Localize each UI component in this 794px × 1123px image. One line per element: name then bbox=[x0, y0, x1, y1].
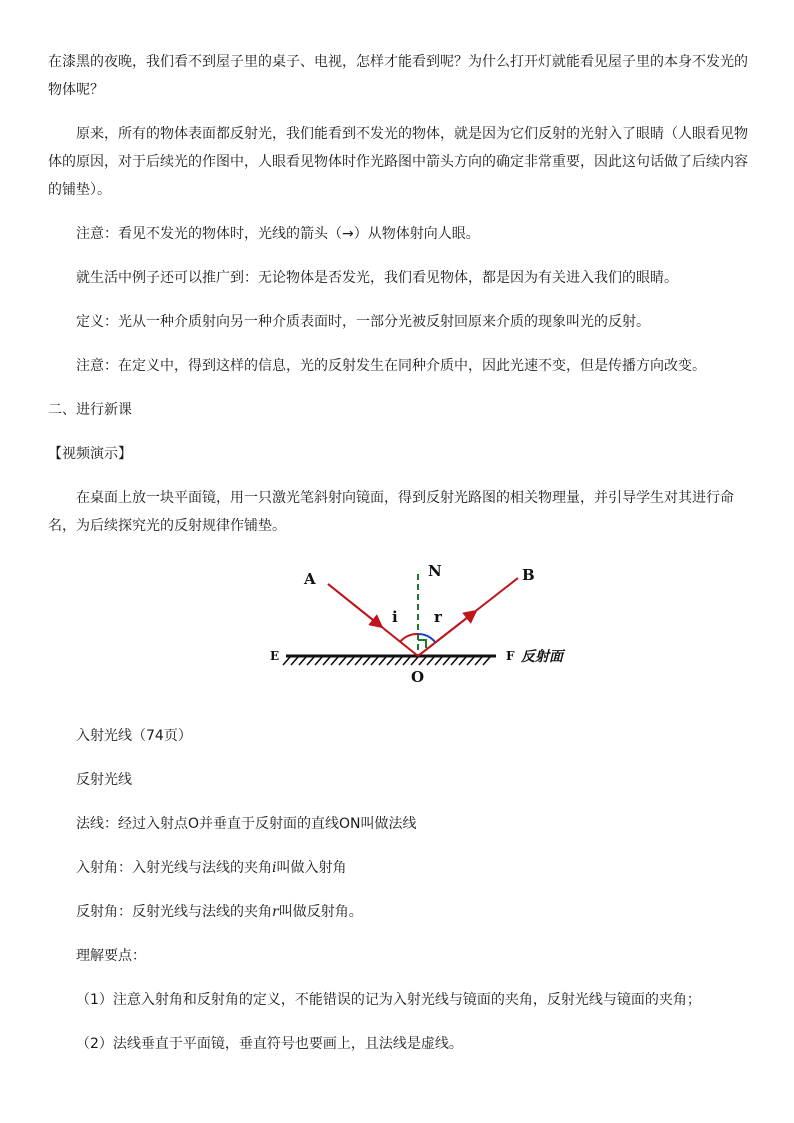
mirror-hatch-mark bbox=[299, 657, 306, 665]
label-E: E bbox=[270, 649, 280, 663]
mirror-hatch-mark bbox=[315, 657, 322, 665]
key-points-heading: 理解要点： bbox=[76, 948, 146, 964]
incidence-symbol: i bbox=[272, 860, 277, 876]
demo-description-paragraph: 在桌面上放一块平面镜，用一只激光笔斜射向镜面，得到反射光路图的相关物理量，并引导学生对其进行命名，为后续探究光的反射规律作铺垫。 bbox=[48, 490, 734, 534]
note-definition-paragraph: 注意：在定义中，得到这样的信息，光的反射发生在同种介质中，因此光速不变，但是传播方向改变。 bbox=[76, 358, 706, 374]
right-angle-mark bbox=[418, 640, 426, 648]
mirror-hatch-mark bbox=[323, 657, 330, 665]
video-demo-heading: 【视频演示】 bbox=[48, 446, 132, 462]
normal-line-ON: ON bbox=[339, 816, 361, 832]
label-i: i bbox=[392, 608, 398, 626]
reflected-ray-term: 反射光线 bbox=[76, 772, 132, 788]
incidence-definition-suffix: 叫做入射角 bbox=[276, 860, 347, 876]
mirror-hatch-mark bbox=[355, 657, 362, 665]
mirror-hatch-mark bbox=[339, 657, 346, 665]
incident-ray-term: 入射光线（74页） bbox=[76, 728, 192, 744]
mirror-hatch-mark bbox=[387, 657, 394, 665]
mirror-hatch-mark bbox=[467, 657, 474, 665]
document-page bbox=[48, 48, 760, 1058]
mirror-hatch-mark bbox=[411, 657, 418, 665]
mirror-hatch-mark bbox=[283, 657, 290, 665]
mirror-hatch-mark bbox=[379, 657, 386, 665]
incident-ray-arrow bbox=[328, 584, 378, 624]
mirror-hatching bbox=[283, 656, 496, 665]
incidence-definition-prefix: 入射角：入射光线与法线的夹角 bbox=[76, 860, 272, 876]
mirror-hatch-mark bbox=[331, 657, 338, 665]
reflecting-surface-label: 反射面 bbox=[521, 649, 563, 665]
incidence-angle-definition bbox=[48, 854, 760, 882]
section-heading: 二、进行新课 bbox=[48, 402, 132, 418]
label-O: O bbox=[411, 668, 425, 686]
mirror-hatch-mark bbox=[427, 657, 434, 665]
reflection-diagram-svg bbox=[256, 556, 563, 686]
label-r: r bbox=[434, 608, 442, 626]
key-point-1: （1）注意入射角和反射角的定义，不能错误的记为入射光线与镜面的夹角，反射光线与镜面的夹角； bbox=[76, 992, 701, 1008]
intro-paragraph: 在漆黑的夜晚，我们看不到屋子里的桌子、电视，怎样才能看到呢？为什么打开灯就能看见屋子里的本身不发光的物体呢？ bbox=[48, 54, 748, 98]
normal-definition-suffix: 叫做法线 bbox=[360, 816, 417, 832]
normal-definition-prefix: 法线：经过入射点 bbox=[76, 816, 188, 832]
note-arrow-direction: 注意：看见不发光的物体时，光线的箭头（→）从物体射向人眼。 bbox=[76, 226, 480, 242]
definition-paragraph: 定义：光从一种介质射向另一种介质表面时，一部分光被反射回原来介质的现象叫光的反射。 bbox=[76, 314, 650, 330]
normal-definition bbox=[48, 810, 760, 838]
mirror-hatch-mark bbox=[459, 657, 466, 665]
reflection-angle-definition bbox=[48, 898, 760, 926]
mirror-hatch-mark bbox=[307, 657, 314, 665]
label-A: A bbox=[304, 570, 316, 588]
mirror-hatch-mark bbox=[291, 657, 298, 665]
mirror-hatch-mark bbox=[475, 657, 482, 665]
mirror-hatch-mark bbox=[435, 657, 442, 665]
label-N: N bbox=[428, 562, 442, 580]
reflection-symbol: r bbox=[272, 904, 279, 920]
mirror-hatch-mark bbox=[443, 657, 450, 665]
incidence-angle-arc bbox=[400, 634, 418, 642]
reflection-definition-prefix: 反射角：反射光线与法线的夹角 bbox=[76, 904, 272, 920]
mirror-hatch-mark bbox=[371, 657, 378, 665]
reflection-explanation-paragraph: 原来，所有的物体表面都反射光，我们能看到不发光的物体，就是因为它们反射的光射入了眼睛（人眼看见物体的原因，对于后续光的作图中，人眼看见物体时作光路图中箭头方向的确定非常重要，因此这句话做了后续内容的铺垫）。 bbox=[48, 126, 748, 198]
generalization-paragraph: 就生活中例子还可以推广到：无论物体是否发光，我们看见物体，都是因为有关进入我们的眼睛。 bbox=[76, 270, 678, 286]
mirror-hatch-mark bbox=[419, 657, 426, 665]
label-F: F bbox=[506, 649, 515, 663]
mirror-hatch-mark bbox=[395, 657, 402, 665]
mirror-hatch-mark bbox=[483, 657, 490, 665]
label-B: B bbox=[522, 566, 535, 584]
reflection-diagram bbox=[48, 556, 760, 706]
mirror-hatch-mark bbox=[347, 657, 354, 665]
normal-point-O: O bbox=[188, 816, 200, 832]
key-point-2: （2）法线垂直于平面镜，垂直符号也要画上，且法线是虚线。 bbox=[76, 1036, 463, 1052]
reflection-definition-suffix: 叫做反射角。 bbox=[278, 904, 363, 920]
normal-definition-mid: 并垂直于反射面的直线 bbox=[199, 816, 340, 832]
mirror-hatch-mark bbox=[363, 657, 370, 665]
mirror-hatch-mark bbox=[403, 657, 410, 665]
mirror-hatch-mark bbox=[451, 657, 458, 665]
